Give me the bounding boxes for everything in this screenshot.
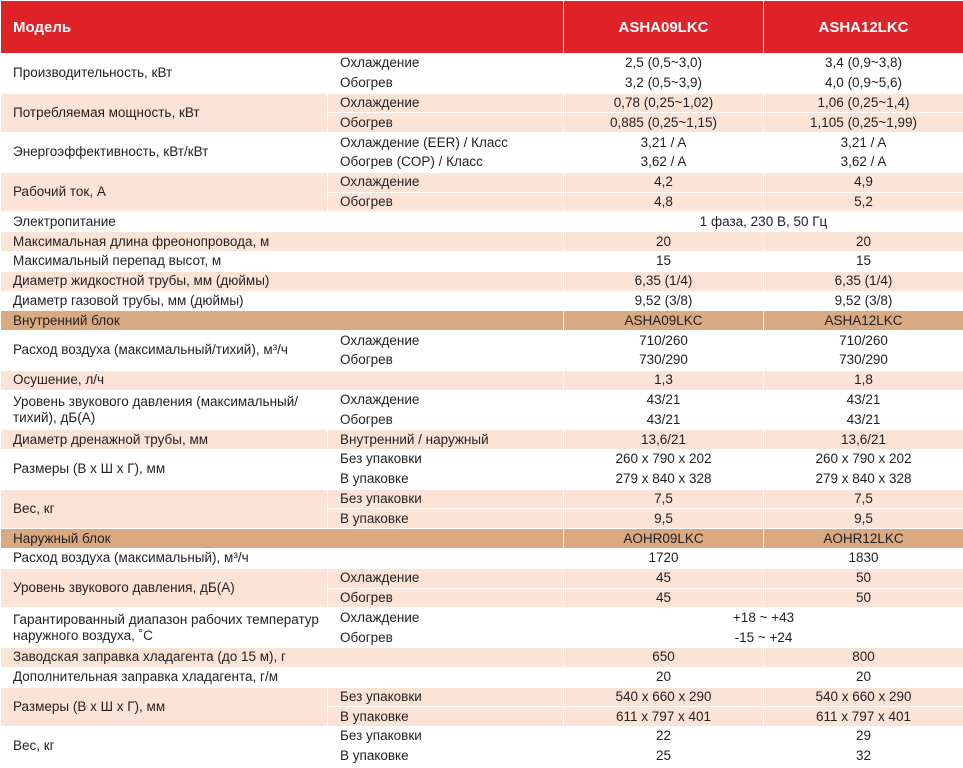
value-cell: 3,21 / A [764, 133, 963, 153]
row-label: Дополнительная заправка хладагента, г/м [1, 667, 564, 687]
value-cell: 50 [764, 588, 963, 608]
row-label: Рабочий ток, А [1, 172, 328, 212]
value-cell: 6,35 (1/4) [764, 271, 963, 291]
table-row [1, 568, 963, 588]
value-cell: 540 x 660 x 290 [764, 687, 963, 707]
value-cell: 9,52 (3/8) [764, 291, 963, 311]
table-row [1, 548, 963, 568]
row-label: Вес, кг [1, 489, 328, 529]
mode-cell: Без упаковки [328, 727, 564, 747]
row-label: Размеры (В х Ш х Г), мм [1, 449, 328, 489]
mode-cell: Без упаковки [328, 687, 564, 707]
mode-cell: Охлаждение [328, 93, 564, 113]
value-cell: 43/21 [764, 390, 963, 410]
table-row [1, 667, 963, 687]
section-row-indoor [1, 311, 963, 331]
value-cell: 1,06 (0,25~1,4) [764, 93, 963, 113]
value-cell: 15 [764, 251, 963, 271]
row-label: Уровень звукового давления (максимальный/тихий), дБ(А) [1, 390, 328, 430]
row-label: Электропитание [1, 212, 564, 232]
row-label: Диаметр жидкостной трубы, мм (дюймы) [1, 271, 564, 291]
value-cell: 1,3 [564, 370, 764, 390]
value-cell: 279 x 840 x 328 [764, 469, 963, 489]
mode-cell: В упаковке [328, 469, 564, 489]
table-row [1, 489, 963, 509]
mode-cell: Обогрев [328, 113, 564, 133]
mode-cell: Обогрев [328, 410, 564, 430]
value-cell: 3,21 / A [564, 133, 764, 153]
row-label: Уровень звукового давления, дБ(А) [1, 568, 328, 608]
mode-cell: В упаковке [328, 707, 564, 727]
header-model: Модель [1, 1, 564, 54]
mode-cell: Охлаждение [328, 568, 564, 588]
table-row [1, 251, 963, 271]
section-model-1: ASHA09LKC [564, 311, 764, 331]
row-label: Расход воздуха (максимальный), м³/ч [1, 548, 564, 568]
mode-cell: Охлаждение [328, 608, 564, 628]
value-cell: 3,62 / A [764, 152, 963, 172]
table-row [1, 647, 963, 667]
mode-cell: Охлаждение [328, 172, 564, 192]
value-cell: 13,6/21 [764, 430, 963, 450]
mode-cell: Охлаждение [328, 390, 564, 410]
value-cell: +18 ~ +43 [564, 608, 963, 628]
value-cell: 20 [564, 667, 764, 687]
value-cell: 279 x 840 x 328 [564, 469, 764, 489]
value-cell: 800 [764, 647, 963, 667]
value-cell: 611 x 797 x 401 [764, 707, 963, 727]
mode-cell: Охлаждение [328, 331, 564, 351]
table-row [1, 172, 963, 192]
table-row [1, 54, 963, 74]
value-cell: 260 x 790 x 202 [764, 449, 963, 469]
table-row [1, 608, 963, 628]
value-cell: 260 x 790 x 202 [564, 449, 764, 469]
value-cell: 9,52 (3/8) [564, 291, 764, 311]
value-cell: 0,885 (0,25~1,15) [564, 113, 764, 133]
row-label: Размеры (В х Ш х Г), мм [1, 687, 328, 727]
header-model-1: ASHA09LKC [564, 1, 764, 54]
table-row [1, 291, 963, 311]
value-cell: 20 [564, 232, 764, 252]
value-cell: 1,105 (0,25~1,99) [764, 113, 963, 133]
table-row [1, 370, 963, 390]
value-cell: 710/260 [764, 331, 963, 351]
value-cell: -15 ~ +24 [564, 628, 963, 648]
table-row [1, 212, 963, 232]
value-cell: 32 [764, 746, 963, 766]
value-cell: 5,2 [764, 192, 963, 212]
table-row [1, 727, 963, 747]
value-cell: 3,2 (0,5~3,9) [564, 73, 764, 93]
mode-cell: Обогрев [328, 73, 564, 93]
mode-cell: В упаковке [328, 746, 564, 766]
value-cell: 1 фаза, 230 В, 50 Гц [564, 212, 963, 232]
value-cell: 4,9 [764, 172, 963, 192]
table-row [1, 390, 963, 410]
value-cell: 650 [564, 647, 764, 667]
mode-cell: Обогрев [328, 192, 564, 212]
value-cell: 1830 [764, 548, 963, 568]
table-row [1, 449, 963, 469]
value-cell: 4,8 [564, 192, 764, 212]
value-cell: 7,5 [564, 489, 764, 509]
table-row [1, 271, 963, 291]
value-cell: 3,62 / A [564, 152, 764, 172]
value-cell: 7,5 [764, 489, 963, 509]
value-cell: 15 [564, 251, 764, 271]
value-cell: 9,5 [764, 509, 963, 529]
row-label: Гарантированный диапазон рабочих температур наружного воздуха, ˚С [1, 608, 328, 648]
value-cell: 45 [564, 568, 764, 588]
mode-cell: В упаковке [328, 509, 564, 529]
mode-cell: Без упаковки [328, 449, 564, 469]
table-row [1, 232, 963, 252]
value-cell: 1720 [564, 548, 764, 568]
section-model-2: ASHA12LKC [764, 311, 963, 331]
value-cell: 29 [764, 727, 963, 747]
value-cell: 2,5 (0,5~3,0) [564, 54, 764, 74]
value-cell: 4,2 [564, 172, 764, 192]
value-cell: 43/21 [564, 390, 764, 410]
row-label: Вес, кг [1, 727, 328, 767]
value-cell: 730/290 [564, 350, 764, 370]
value-cell: 22 [564, 727, 764, 747]
mode-cell: Обогрев [328, 350, 564, 370]
section-row-outdoor [1, 529, 963, 549]
header-row [1, 1, 963, 54]
row-label: Расход воздуха (максимальный/тихий), м³/ч [1, 331, 328, 371]
row-label: Диаметр газовой трубы, мм (дюймы) [1, 291, 564, 311]
value-cell: 13,6/21 [564, 430, 764, 450]
row-label: Диаметр дренажной трубы, мм [1, 430, 328, 450]
value-cell: 6,35 (1/4) [564, 271, 764, 291]
value-cell: 9,5 [564, 509, 764, 529]
table-row [1, 331, 963, 351]
value-cell: 611 x 797 x 401 [564, 707, 764, 727]
mode-cell: Охлаждение [328, 54, 564, 74]
table-row [1, 133, 963, 153]
row-label: Заводская заправка хладагента (до 15 м), г [1, 647, 564, 667]
value-cell: 25 [564, 746, 764, 766]
value-cell: 43/21 [564, 410, 764, 430]
mode-cell: Охлаждение (EER) / Класс [328, 133, 564, 153]
mode-cell: Без упаковки [328, 489, 564, 509]
value-cell: 710/260 [564, 331, 764, 351]
row-label: Максимальный перепад высот, м [1, 251, 564, 271]
value-cell: 1,8 [764, 370, 963, 390]
mode-cell: Внутренний / наружный [328, 430, 564, 450]
section-model-2: AOHR12LKC [764, 529, 963, 549]
value-cell: 50 [764, 568, 963, 588]
row-label: Энергоэффективность, кВт/кВт [1, 133, 328, 173]
row-label: Потребляемая мощность, кВт [1, 93, 328, 133]
header-model-2: ASHA12LKC [764, 1, 963, 54]
mode-cell: Обогрев [328, 628, 564, 648]
table-row [1, 93, 963, 113]
mode-cell: Обогрев (COP) / Класс [328, 152, 564, 172]
row-label: Осушение, л/ч [1, 370, 564, 390]
value-cell: 3,4 (0,9~3,8) [764, 54, 963, 74]
table-row [1, 430, 963, 450]
table-row [1, 687, 963, 707]
value-cell: 20 [764, 232, 963, 252]
value-cell: 540 x 660 x 290 [564, 687, 764, 707]
value-cell: 45 [564, 588, 764, 608]
section-model-1: AOHR09LKC [564, 529, 764, 549]
row-label: Максимальная длина фреонопровода, м [1, 232, 564, 252]
mode-cell: Обогрев [328, 588, 564, 608]
row-label: Производительность, кВт [1, 54, 328, 94]
section-label: Внутренний блок [1, 311, 564, 331]
value-cell: 0,78 (0,25~1,02) [564, 93, 764, 113]
section-label: Наружный блок [1, 529, 564, 549]
value-cell: 43/21 [764, 410, 963, 430]
value-cell: 730/290 [764, 350, 963, 370]
value-cell: 4,0 (0,9~5,6) [764, 73, 963, 93]
value-cell: 20 [764, 667, 963, 687]
